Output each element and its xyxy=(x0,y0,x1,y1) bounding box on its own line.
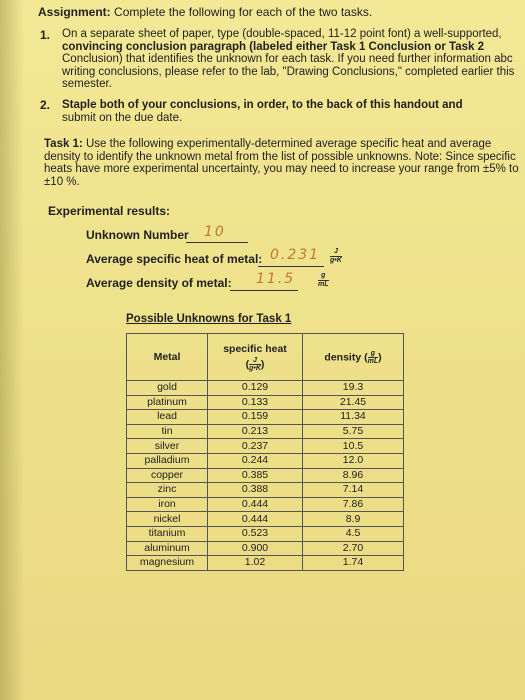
table-row xyxy=(127,512,404,527)
density-cell: 10.5 xyxy=(303,439,404,454)
unit-numerator: J xyxy=(330,248,342,257)
task1-instructions xyxy=(44,138,522,188)
density-value: 11.5 xyxy=(256,271,296,287)
item-1-line: semester. xyxy=(62,78,112,90)
unit-denominator: g•K xyxy=(330,257,342,264)
metal-cell: gold xyxy=(127,381,208,396)
unit-denominator: g•K xyxy=(249,364,261,372)
metal-cell: copper xyxy=(127,468,208,483)
item-2-line: Staple both of your conclusions, in order, to the back of this handout and xyxy=(62,99,463,111)
assignment-header xyxy=(38,6,372,19)
table-row xyxy=(127,424,404,439)
table-row xyxy=(127,410,404,425)
unit-numerator: g xyxy=(368,350,379,358)
metal-cell: zinc xyxy=(127,483,208,498)
item-1-line: convincing conclusion paragraph (labeled either Task 1 Conclusion or Task 2 xyxy=(62,40,484,53)
task1-label: Task 1: xyxy=(44,138,83,150)
density-cell: 21.45 xyxy=(303,395,404,410)
table-row xyxy=(127,453,404,468)
item-2-text xyxy=(62,99,522,124)
table-row xyxy=(127,381,404,396)
density-cell: 11.34 xyxy=(303,410,404,425)
metal-cell: titanium xyxy=(127,526,208,541)
task1-line: Use the following experimentally-determined average specific heat and average xyxy=(85,138,492,150)
density-label: Average density of metal: xyxy=(86,276,232,290)
specific-heat-cell: 0.523 xyxy=(208,526,303,541)
header-density-label: density ( xyxy=(324,350,368,363)
experimental-heading: Experimental results: xyxy=(48,204,171,218)
header-metal: Metal xyxy=(127,334,208,381)
metal-cell: lead xyxy=(127,410,208,425)
item-1-line: Conclusion) that identifies the unknown for each task. If you need further information abc xyxy=(62,53,513,65)
specific-heat-cell: 0.444 xyxy=(208,512,303,527)
density-cell: 4.5 xyxy=(303,526,404,541)
specific-heat-cell: 0.237 xyxy=(208,439,303,454)
metal-cell: silver xyxy=(127,439,208,454)
specific-heat-cell: 0.388 xyxy=(208,483,303,498)
specific-heat-cell: 0.129 xyxy=(208,381,303,396)
specific-heat-cell: 0.385 xyxy=(208,468,303,483)
header-specific-heat-label: specific heat xyxy=(223,342,287,355)
item-2-number: 2. xyxy=(40,98,51,112)
metal-cell: platinum xyxy=(127,395,208,410)
table-row xyxy=(127,526,404,541)
table-row xyxy=(127,395,404,410)
table-row xyxy=(127,541,404,556)
unknown-number-value: 10 xyxy=(204,224,226,240)
assignment-heading: Assignment: xyxy=(38,5,111,19)
density-cell: 7.86 xyxy=(303,497,404,512)
table-row xyxy=(127,439,404,454)
task1-line: density to identify the unknown metal from the list of possible unknowns. Note: Since specific xyxy=(44,150,516,163)
header-density-close: ) xyxy=(378,350,382,363)
item-1-text xyxy=(62,28,524,91)
metal-cell: tin xyxy=(127,424,208,439)
metal-cell: magnesium xyxy=(127,556,208,571)
task1-line: ±10 %. xyxy=(44,175,80,188)
unit-denominator: mL xyxy=(318,281,329,288)
unit-denominator: mL xyxy=(367,357,379,365)
unit-numerator: g xyxy=(318,272,329,281)
table-row xyxy=(127,556,404,571)
header-density xyxy=(303,334,404,381)
possible-unknowns-body xyxy=(127,381,404,571)
item-2-line: submit on the due date. xyxy=(62,111,183,124)
specific-heat-cell: 0.900 xyxy=(208,541,303,556)
item-1-line: On a separate sheet of paper, type (double-spaced, 11-12 point font) a well-supported, xyxy=(62,28,502,40)
header-specific-heat-unit: ( $\frac{J}{g•K}$) xyxy=(245,356,265,372)
density-cell: 5.75 xyxy=(303,424,404,439)
page-shadow xyxy=(0,0,24,700)
specific-heat-cell: 1.02 xyxy=(208,556,303,571)
specific-heat-cell: 0.244 xyxy=(208,453,303,468)
table-row xyxy=(127,497,404,512)
task1-line: heats have more experimental uncertainty, you may need to increase your range from ±5% to xyxy=(44,163,519,175)
header-specific-heat xyxy=(208,334,303,381)
item-1-number: 1. xyxy=(40,28,51,42)
specific-heat-cell: 0.159 xyxy=(208,410,303,425)
possible-unknowns-table xyxy=(126,333,404,571)
density-cell: 2.70 xyxy=(303,541,404,556)
unit-numerator: J xyxy=(249,357,261,365)
density-cell: 12.0 xyxy=(303,453,404,468)
possible-unknowns-heading: Possible Unknowns for Task 1 xyxy=(126,313,292,325)
table-row xyxy=(127,468,404,483)
metal-cell: palladium xyxy=(127,453,208,468)
specific-heat-cell: 0.444 xyxy=(208,497,303,512)
table-row xyxy=(127,483,404,498)
assignment-intro: Complete the following for each of the two tasks. xyxy=(114,5,373,19)
metal-cell: iron xyxy=(127,497,208,512)
density-cell: 1.74 xyxy=(303,556,404,571)
density-cell: 7.14 xyxy=(303,483,404,498)
metal-cell: aluminum xyxy=(127,541,208,556)
density-cell: 19.3 xyxy=(303,381,404,396)
specific-heat-cell: 0.133 xyxy=(208,395,303,410)
unknown-number-label: Unknown Number xyxy=(86,228,189,242)
density-cell: 8.9 xyxy=(303,512,404,527)
specific-heat-cell: 0.213 xyxy=(208,424,303,439)
density-unit xyxy=(318,272,329,289)
specific-heat-unit xyxy=(330,248,342,265)
specific-heat-value: 0.231 xyxy=(270,247,321,263)
density-cell: 8.96 xyxy=(303,468,404,483)
specific-heat-label: Average specific heat of metal: xyxy=(86,252,263,266)
item-1-line: writing conclusions, please refer to the lab, "Drawing Conclusions," completed earlier this xyxy=(62,65,515,78)
metal-cell: nickel xyxy=(127,512,208,527)
